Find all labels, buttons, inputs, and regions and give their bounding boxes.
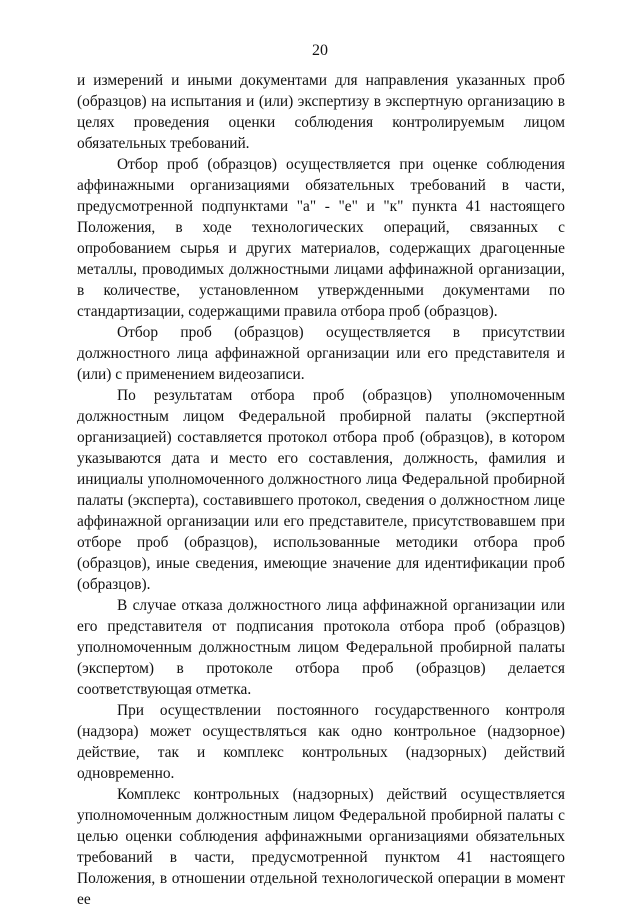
page-number: 20 bbox=[312, 42, 328, 59]
document-body bbox=[77, 70, 565, 910]
paragraph-sampling-conditions: Отбор проб (образцов) осуществляется при оценке соблюдения аффинажными организациями обязательных требований в части, предусмотренной подпунктами "а" - "е" и "к" пункта 41 настоящего Положения, в ходе технологических операций, связанных с опробованием сырья и других материалов, содержащих драгоценные металлы, проводимых должностными лицами аффинажной организации, в количестве, установленном утвержденными документами по стандартизации, содержащими правила отбора проб (образцов). bbox=[77, 156, 565, 320]
paragraph-control-actions-complex: Комплекс контрольных (надзорных) действий осуществляется уполномоченным должностным лицом Федеральной пробирной палаты с целью оценки соблюдения аффинажными организациями обязательных требований в части, предусмотренной пунктом 41 настоящего Положения, в отношении отдельной технологической операции в момент ее bbox=[77, 786, 565, 908]
paragraph-sampling-presence: Отбор проб (образцов) осуществляется в присутствии должностного лица аффинажной организации или его представителя и (или) с применением видеозаписи. bbox=[77, 324, 565, 383]
paragraph-refusal-to-sign: В случае отказа должностного лица аффинажной организации или его представителя от подписания протокола отбора проб (образцов) уполномоченным должностным лицом Федеральной пробирной палаты (экспертом) в протоколе отбора проб (образцов) делается соответствующая отметка. bbox=[77, 597, 565, 698]
paragraph-continuation: и измерений и иными документами для направления указанных проб (образцов) на испытания и (или) экспертизу в экспертную организацию в целях проведения оценки соблюдения контролируемым лицом обязательных требований. bbox=[77, 72, 565, 152]
paragraph-sampling-protocol: По результатам отбора проб (образцов) уполномоченным должностным лицом Федеральной пробирной палаты (экспертной организацией) составляется протокол отбора проб (образцов), в котором указываются дата и место его составления, должность, фамилия и инициалы уполномоченного должностного лица Федеральной пробирной палаты (эксперта), составившего протокол, сведения о должностном лице аффинажной организации или его представителе, присутствовавшем при отборе проб (образцов), использованные методики отбора проб (образцов), иные сведения, имеющие значение для идентификации проб (образцов). bbox=[77, 387, 565, 593]
paragraph-permanent-control: При осуществлении постоянного государственного контроля (надзора) может осуществляться как одно контрольное (надзорное) действие, так и комплекс контрольных (надзорных) действий одновременно. bbox=[77, 702, 565, 782]
